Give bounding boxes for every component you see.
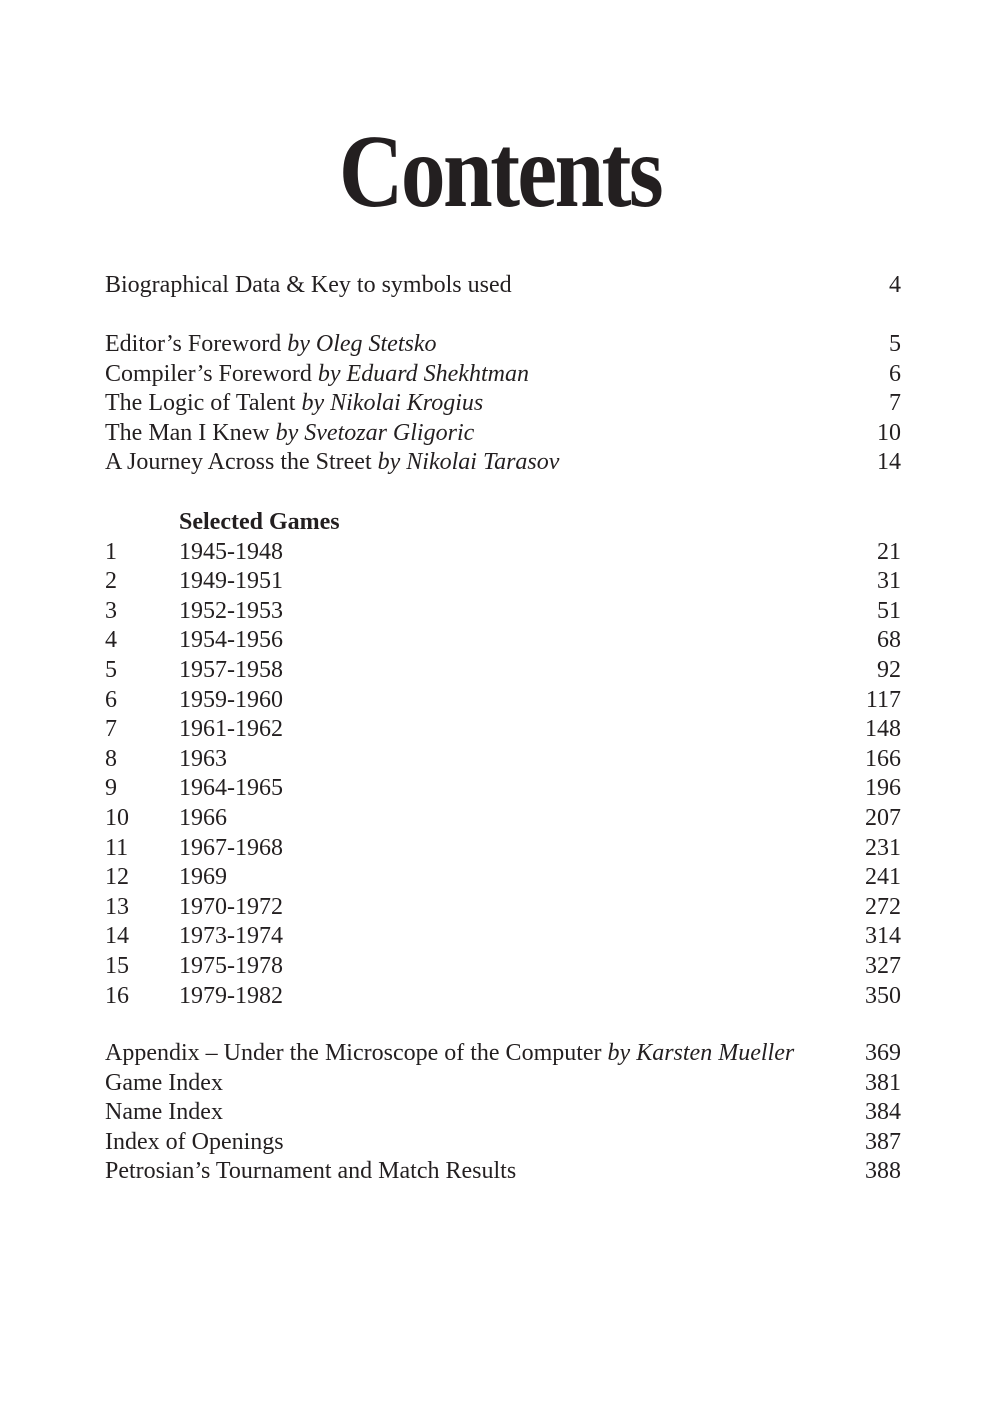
- chapter-number: 1: [105, 538, 117, 565]
- toc-chapter[interactable]: [105, 538, 901, 568]
- toc-entry-text: A Journey Across the Street: [105, 449, 378, 476]
- chapter-number: 5: [105, 656, 117, 683]
- chapter-years: 1957-1958: [179, 656, 283, 683]
- toc-entry[interactable]: [105, 1069, 901, 1099]
- toc-selected-games: [105, 508, 901, 1011]
- toc-entry[interactable]: [105, 271, 901, 301]
- toc-chapter[interactable]: [105, 922, 901, 952]
- toc-entry-text: The Man I Knew: [105, 419, 276, 446]
- toc-entry-page-number: 384: [865, 1099, 901, 1126]
- chapter-years: 1967-1968: [179, 834, 283, 861]
- toc-chapter[interactable]: [105, 804, 901, 834]
- chapter-page-number: 148: [865, 716, 901, 743]
- toc-entry-page-number: 381: [865, 1069, 901, 1096]
- toc-entry-page-number: 388: [865, 1158, 901, 1185]
- chapter-years: 1964-1965: [179, 775, 283, 802]
- chapter-page-number: 51: [877, 597, 901, 624]
- chapter-page-number: 21: [877, 538, 901, 565]
- chapter-years: 1979-1982: [179, 982, 283, 1009]
- chapter-number: 16: [105, 982, 129, 1009]
- chapter-number: 11: [105, 834, 129, 861]
- chapter-number: 9: [105, 775, 117, 802]
- selected-games-heading: [105, 508, 901, 538]
- chapter-years: 1954-1956: [179, 627, 283, 654]
- toc-entry-page-number: 7: [889, 390, 901, 417]
- toc-back-matter: [105, 1039, 901, 1187]
- toc-chapter[interactable]: [105, 656, 901, 686]
- chapter-number: 7: [105, 716, 117, 743]
- chapter-years: 1952-1953: [179, 597, 283, 624]
- toc-entry[interactable]: [105, 1128, 901, 1158]
- toc-entry-page-number: 369: [865, 1040, 901, 1066]
- chapter-years: 1973-1974: [179, 923, 283, 950]
- chapter-number: 3: [105, 597, 117, 624]
- chapter-page-number: 314: [865, 923, 901, 950]
- toc-entry-author: by Svetozar Gligoric: [275, 419, 475, 446]
- chapter-page-number: 166: [865, 745, 901, 772]
- chapter-number: 2: [105, 568, 117, 595]
- toc-entry[interactable]: [105, 1098, 901, 1128]
- toc-chapter[interactable]: [105, 952, 901, 982]
- section-heading-text: Selected Games: [179, 509, 340, 535]
- toc-front-matter: [105, 271, 901, 301]
- chapter-years: 1959-1960: [179, 686, 283, 713]
- toc-entry-title: [105, 448, 559, 478]
- toc-chapter[interactable]: [105, 774, 901, 804]
- toc-entry-text: Name Index: [105, 1099, 223, 1126]
- chapter-page-number: 117: [865, 686, 901, 713]
- toc-entry-page-number: 387: [865, 1128, 901, 1155]
- toc-entry-title: [105, 330, 437, 360]
- toc-entry-title: [105, 1128, 284, 1158]
- toc-chapter[interactable]: [105, 745, 901, 775]
- chapter-page-number: 196: [865, 775, 901, 802]
- chapter-page-number: 31: [877, 568, 901, 595]
- toc-entry-page-number: 4: [889, 272, 901, 298]
- toc-entry-author: by Oleg Stetsko: [287, 331, 437, 357]
- chapter-years: 1969: [179, 864, 227, 891]
- toc-entry-text: Biographical Data & Key to symbols used: [105, 272, 512, 298]
- chapter-years: 1963: [179, 745, 227, 772]
- chapter-number: 14: [105, 923, 129, 950]
- toc-entry-author: by Nikolai Tarasov: [377, 449, 560, 476]
- toc-entry-page-number: 14: [877, 449, 901, 476]
- toc-chapter[interactable]: [105, 863, 901, 893]
- toc-chapter[interactable]: [105, 597, 901, 627]
- toc-entry[interactable]: [105, 448, 901, 478]
- chapter-years: 1945-1948: [179, 538, 283, 565]
- toc-entry-text: Appendix – Under the Microscope of the Computer: [105, 1040, 608, 1066]
- chapter-years: 1975-1978: [179, 952, 283, 979]
- chapter-number: 13: [105, 893, 129, 920]
- chapter-page-number: 92: [877, 656, 901, 683]
- chapter-page-number: 68: [877, 627, 901, 654]
- toc-entry-author: by Eduard Shekhtman: [317, 360, 529, 387]
- toc-entry-title: [105, 389, 483, 419]
- chapter-page-number: 327: [865, 952, 901, 979]
- chapter-number: 6: [105, 686, 117, 713]
- chapter-number: 8: [105, 745, 117, 772]
- toc-entry-page-number: 6: [889, 360, 901, 387]
- chapter-number: 4: [105, 627, 117, 654]
- toc-entry-title: [105, 419, 474, 449]
- toc-entry-text: Compiler’s Foreword: [105, 360, 318, 387]
- toc-entry[interactable]: [105, 419, 901, 449]
- toc-chapter[interactable]: [105, 982, 901, 1012]
- toc-entry[interactable]: [105, 1157, 901, 1187]
- toc-entry-page-number: 5: [889, 331, 901, 357]
- toc-chapter[interactable]: [105, 567, 901, 597]
- toc-entry[interactable]: [105, 389, 901, 419]
- chapter-page-number: 207: [865, 804, 901, 831]
- toc-entry-text: Index of Openings: [105, 1128, 284, 1155]
- toc-entry-text: Game Index: [105, 1069, 223, 1096]
- toc-entry-title: [105, 1069, 223, 1099]
- toc-chapter[interactable]: [105, 626, 901, 656]
- chapter-years: 1949-1951: [179, 568, 283, 595]
- toc-chapter[interactable]: [105, 834, 901, 864]
- chapter-number: 10: [105, 804, 129, 831]
- toc-entry[interactable]: [105, 360, 901, 390]
- toc-entry-text: Petrosian’s Tournament and Match Results: [105, 1158, 517, 1185]
- toc-entry-author: by Nikolai Krogius: [301, 390, 484, 417]
- chapter-number: 15: [105, 952, 129, 979]
- toc-entry[interactable]: [105, 1039, 901, 1069]
- toc-forewords: [105, 330, 901, 478]
- toc-entry-title: [105, 1157, 516, 1187]
- chapter-number: 12: [105, 864, 129, 891]
- chapter-page-number: 350: [865, 982, 901, 1009]
- chapter-page-number: 231: [865, 834, 901, 861]
- toc-entry[interactable]: [105, 330, 901, 360]
- toc-chapter[interactable]: [105, 686, 901, 716]
- toc-chapter[interactable]: [105, 893, 901, 923]
- toc-entry-author: by Karsten Mueller: [607, 1040, 795, 1066]
- chapter-years: 1961-1962: [179, 716, 283, 743]
- chapter-page-number: 241: [865, 864, 901, 891]
- toc-entry-text: Editor’s Foreword: [105, 331, 288, 357]
- toc-entry-title: [105, 1098, 223, 1128]
- toc-entry-page-number: 10: [877, 419, 901, 446]
- chapter-years: 1966: [179, 804, 227, 831]
- toc-chapter[interactable]: [105, 715, 901, 745]
- toc-entry-title: [105, 1039, 794, 1069]
- chapter-page-number: 272: [865, 893, 901, 920]
- chapter-years: 1970-1972: [179, 893, 283, 920]
- toc-entry-text: The Logic of Talent: [105, 390, 302, 417]
- toc-entry-title: [105, 360, 529, 390]
- page-title: Contents: [338, 114, 662, 229]
- toc-entry-title: [105, 271, 512, 301]
